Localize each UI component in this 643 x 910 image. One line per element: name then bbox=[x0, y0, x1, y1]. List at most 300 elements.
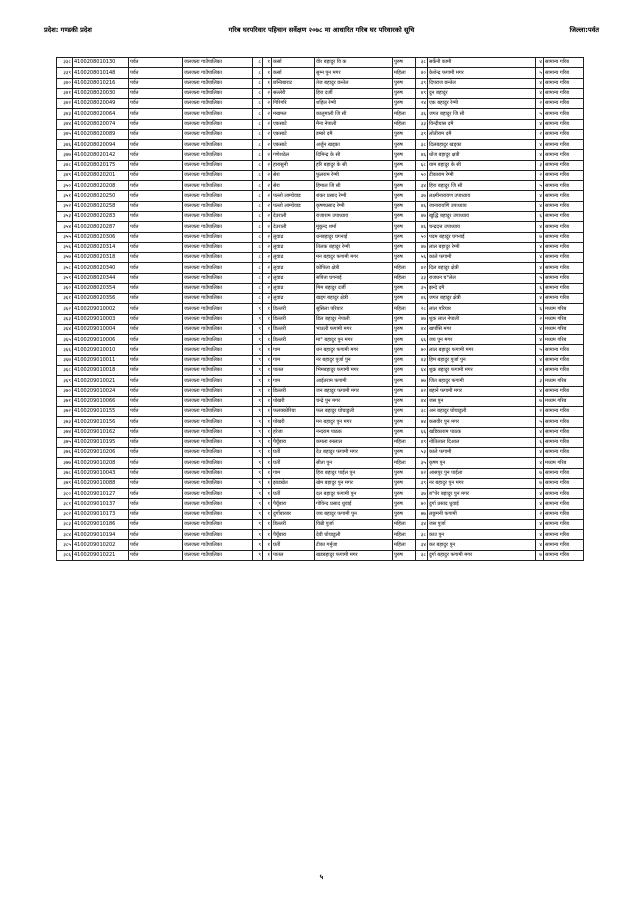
head-name-cell: वीर बहादुर वि क bbox=[315, 58, 393, 68]
member-count-cell: २ bbox=[536, 170, 544, 180]
district-cell: पर्वत bbox=[129, 489, 183, 499]
gender-cell: पुरुष bbox=[393, 150, 416, 160]
head-name-cell: तेज बहादुर छन्तेल bbox=[315, 78, 393, 88]
household-id-cell: 4100208020318 bbox=[73, 253, 129, 263]
ward-cell: ८ bbox=[253, 201, 263, 211]
household-id-cell: 4100209010010 bbox=[73, 345, 129, 355]
ward-cell: ९ bbox=[253, 304, 263, 314]
household-id-cell: 4100209010162 bbox=[73, 427, 129, 437]
municipality-cell: जलजला गाउँपालिका bbox=[183, 263, 253, 273]
serial-number-cell: ३५७ bbox=[57, 253, 73, 263]
municipality-cell: जलजला गाउँपालिका bbox=[183, 160, 253, 170]
municipality-cell: जलजला गाउँपालिका bbox=[183, 68, 253, 78]
head-name-cell: कालुमाली जि सी bbox=[315, 109, 393, 119]
head-name-cell: कमला रुस्लाल bbox=[315, 437, 393, 447]
household-id-cell: 4100209010021 bbox=[73, 376, 129, 386]
tole-cell: घर्ती bbox=[272, 489, 315, 499]
member-count-cell: ४ bbox=[536, 499, 544, 509]
gender-cell: पुरुष bbox=[393, 407, 416, 417]
district-cell: पर्वत bbox=[129, 78, 183, 88]
head-name-cell: मा° बहादुर पुन मगर bbox=[315, 335, 393, 345]
gender-cell: पुरुष bbox=[393, 129, 416, 139]
age-cell: ६६ bbox=[416, 335, 428, 345]
district-cell: पर्वत bbox=[129, 509, 183, 519]
age-cell: ५३ bbox=[416, 448, 428, 458]
ward-cell: ८ bbox=[253, 129, 263, 139]
sub-ward-cell: १ bbox=[263, 345, 272, 355]
municipality-cell: जलजला गाउँपालिका bbox=[183, 304, 253, 314]
respondent-cell: कर बहादुर पुन bbox=[428, 540, 536, 550]
table-row bbox=[57, 294, 584, 304]
age-cell: ६८ bbox=[416, 160, 428, 170]
ward-cell: ८ bbox=[253, 211, 263, 221]
member-count-cell: ६ bbox=[536, 211, 544, 221]
head-name-cell: अर्जुन खड्का bbox=[315, 140, 393, 150]
member-count-cell: ४ bbox=[536, 253, 544, 263]
age-cell: ४६ bbox=[416, 294, 428, 304]
municipality-cell: जलजला गाउँपालिका bbox=[183, 335, 253, 345]
district-cell: पर्वत bbox=[129, 88, 183, 98]
tole-cell: देउराली bbox=[272, 211, 315, 221]
serial-number-cell: ३६० bbox=[57, 283, 73, 293]
age-cell: ४३ bbox=[416, 355, 428, 365]
serial-number-cell: ३६७ bbox=[57, 355, 73, 365]
poverty-category-cell: मध्यम गरिब bbox=[544, 314, 584, 324]
sub-ward-cell: २ bbox=[263, 191, 272, 201]
sub-ward-cell: २ bbox=[263, 253, 272, 263]
head-name-cell: हिरा दर्जी bbox=[315, 88, 393, 98]
poverty-category-cell: सामान्य गरिब bbox=[544, 509, 584, 519]
sub-ward-cell: १ bbox=[263, 448, 272, 458]
head-name-cell: गोविन्द प्रसाद धुवाई bbox=[315, 499, 393, 509]
head-name-cell: कृष्णप्रसाद रेग्मी bbox=[315, 201, 393, 211]
serial-number-cell: ३७० bbox=[57, 386, 73, 396]
district-cell: पर्वत bbox=[129, 68, 183, 78]
district-cell: पर्वत bbox=[129, 345, 183, 355]
table-row bbox=[57, 489, 584, 499]
gender-cell: पुरुष bbox=[393, 417, 416, 427]
sub-ward-cell: २ bbox=[263, 140, 272, 150]
member-count-cell: २ bbox=[536, 407, 544, 417]
household-id-cell: 4100208010216 bbox=[73, 78, 129, 88]
district-cell: पर्वत bbox=[129, 427, 183, 437]
table-row bbox=[57, 232, 584, 242]
tole-cell: सल्लेरी bbox=[272, 88, 315, 98]
gender-cell: पुरुष bbox=[393, 386, 416, 396]
table-row bbox=[57, 109, 584, 119]
age-cell: ३५ bbox=[416, 458, 428, 468]
age-cell: ३९ bbox=[416, 78, 428, 88]
poverty-category-cell: सामान्य गरिब bbox=[544, 150, 584, 160]
table-row bbox=[57, 170, 584, 180]
tole-cell: गाम bbox=[272, 355, 315, 365]
gender-cell: महिला bbox=[393, 530, 416, 540]
serial-number-cell: ३५४ bbox=[57, 222, 73, 232]
tole-cell: डिल्लरी bbox=[272, 324, 315, 334]
district-cell: पर्वत bbox=[129, 335, 183, 345]
gender-cell: महिला bbox=[393, 458, 416, 468]
age-cell: ३३ bbox=[416, 119, 428, 129]
head-name-cell: शहिल रेग्मी bbox=[315, 99, 393, 109]
ward-cell: ८ bbox=[253, 242, 263, 252]
respondent-cell: जित बहादुर फगामी bbox=[428, 376, 536, 386]
serial-number-cell: ३५५ bbox=[57, 232, 73, 242]
document-title: गरिब घरपरिवार पहिचान सर्वेक्षण २०७८ मा आधारित गरिब घर परिवारको सूचि bbox=[228, 26, 415, 34]
district-cell: पर्वत bbox=[129, 109, 183, 119]
ward-cell: ९ bbox=[253, 427, 263, 437]
respondent-cell: काले फगामी bbox=[428, 448, 536, 458]
head-name-cell: कोपिला क्षेत्री bbox=[315, 263, 393, 273]
serial-number-cell: ३६२ bbox=[57, 304, 73, 314]
member-count-cell: २ bbox=[536, 314, 544, 324]
tole-cell: घर्ती bbox=[272, 458, 315, 468]
poverty-category-cell: सामान्य गरिब bbox=[544, 273, 584, 283]
respondent-cell: जय पुन मगर bbox=[428, 335, 536, 345]
member-count-cell: ३ bbox=[536, 160, 544, 170]
table-row bbox=[57, 417, 584, 427]
table-row bbox=[57, 211, 584, 221]
sub-ward-cell: १ bbox=[263, 519, 272, 529]
poverty-category-cell: सामान्य गरिब bbox=[544, 201, 584, 211]
household-id-cell: 4100208010130 bbox=[73, 58, 129, 68]
age-cell: ७० bbox=[416, 345, 428, 355]
district-cell: पर्वत bbox=[129, 437, 183, 447]
head-name-cell: मिम बहादुर दर्जी bbox=[315, 283, 393, 293]
serial-number-cell: ३५० bbox=[57, 181, 73, 191]
respondent-cell: जानारायणि उपाध्याय bbox=[428, 201, 536, 211]
district-cell: पर्वत bbox=[129, 519, 183, 529]
sub-ward-cell: १ bbox=[263, 314, 272, 324]
age-cell: ५६ bbox=[416, 253, 428, 263]
tole-cell: पैयूँबारा bbox=[272, 499, 315, 509]
head-name-cell: धनबहादुर घगनाई bbox=[315, 232, 393, 242]
gender-cell: पुरुष bbox=[393, 160, 416, 170]
age-cell: ७७ bbox=[416, 509, 428, 519]
respondent-cell: शुक्र बहादुर फगामी मगर bbox=[428, 365, 536, 375]
gender-cell: पुरुष bbox=[393, 396, 416, 406]
head-name-cell: आईतराम फगामी bbox=[315, 376, 393, 386]
municipality-cell: जलजला गाउँपालिका bbox=[183, 273, 253, 283]
respondent-cell: लाल बहादुर रेग्मी bbox=[428, 242, 536, 252]
poverty-category-cell: सामान्य गरिब bbox=[544, 129, 584, 139]
ward-cell: ९ bbox=[253, 458, 263, 468]
table-row bbox=[57, 99, 584, 109]
municipality-cell: जलजला गाउँपालिका bbox=[183, 376, 253, 386]
sub-ward-cell: १ bbox=[263, 386, 272, 396]
table-row bbox=[57, 283, 584, 293]
member-count-cell: ४ bbox=[536, 365, 544, 375]
age-cell: ४७ bbox=[416, 242, 428, 252]
municipality-cell: जलजला गाउँपालिका bbox=[183, 109, 253, 119]
respondent-cell: जगत बहादुर जि सी bbox=[428, 109, 536, 119]
respondent-cell: लाल परियार bbox=[428, 304, 536, 314]
age-cell: ४९ bbox=[416, 437, 428, 447]
respondent-cell: चन्द्रदत्त उपाध्याय bbox=[428, 222, 536, 232]
serial-number-cell: ३५६ bbox=[57, 242, 73, 252]
age-cell: ३९ bbox=[416, 478, 428, 488]
household-id-cell: 4100208020142 bbox=[73, 150, 129, 160]
respondent-cell: जस पुर्जा bbox=[428, 519, 536, 529]
household-id-cell: 4100208020287 bbox=[73, 222, 129, 232]
poverty-category-cell: सामान्य गरिब bbox=[544, 140, 584, 150]
respondent-cell: लोतीराम दमै bbox=[428, 129, 536, 139]
municipality-cell: जलजला गाउँपालिका bbox=[183, 499, 253, 509]
tole-cell: हारासुनी bbox=[272, 160, 315, 170]
household-id-cell: 4100209010003 bbox=[73, 314, 129, 324]
member-count-cell: ४ bbox=[536, 530, 544, 540]
age-cell: ४० bbox=[416, 68, 428, 78]
head-name-cell: फुलराम रेग्मी bbox=[315, 170, 393, 180]
household-id-cell: 4100208020250 bbox=[73, 191, 129, 201]
respondent-cell: झन्दे दमै bbox=[428, 283, 536, 293]
head-name-cell: टीका गर्मुजा bbox=[315, 540, 393, 550]
member-count-cell: ६ bbox=[536, 304, 544, 314]
age-cell: ४९ bbox=[416, 88, 428, 98]
head-name-cell: सुसिला परियार bbox=[315, 304, 393, 314]
poverty-category-cell: सामान्य गरिब bbox=[544, 355, 584, 365]
member-count-cell: ४ bbox=[536, 222, 544, 232]
tole-cell: कर्सा bbox=[272, 58, 315, 68]
poverty-category-cell: सामान्य गरिब bbox=[544, 468, 584, 478]
serial-number-cell: ३७३ bbox=[57, 417, 73, 427]
tole-cell: डिल्लरी bbox=[272, 519, 315, 529]
age-cell: ३८ bbox=[416, 58, 428, 68]
gender-cell: महिला bbox=[393, 68, 416, 78]
head-name-cell: नर बहादुर पुर्जा पुन bbox=[315, 355, 393, 365]
municipality-cell: जलजला गाउँपालिका bbox=[183, 468, 253, 478]
ward-cell: ९ bbox=[253, 550, 263, 560]
sub-ward-cell: १ bbox=[263, 78, 272, 88]
household-id-cell: 4100209010043 bbox=[73, 468, 129, 478]
respondent-cell: नोतिलाल दिआल bbox=[428, 437, 536, 447]
ward-cell: ८ bbox=[253, 58, 263, 68]
tole-cell: पातल bbox=[272, 550, 315, 560]
district-cell: पर्वत bbox=[129, 263, 183, 273]
serial-number-cell: ३३९ bbox=[57, 68, 73, 78]
ward-cell: ८ bbox=[253, 170, 263, 180]
household-id-cell: 4100208020340 bbox=[73, 263, 129, 273]
age-cell: ४६ bbox=[416, 150, 428, 160]
gender-cell: पुरुष bbox=[393, 201, 416, 211]
member-count-cell: २ bbox=[536, 509, 544, 519]
household-id-cell: 4100209010127 bbox=[73, 489, 129, 499]
ward-cell: ८ bbox=[253, 253, 263, 263]
head-name-cell: खड्ग बहादुर क्षेत्री bbox=[315, 294, 393, 304]
gender-cell: महिला bbox=[393, 263, 416, 273]
district-cell: पर्वत bbox=[129, 253, 183, 263]
ward-cell: ९ bbox=[253, 478, 263, 488]
household-id-cell: 4100209010186 bbox=[73, 519, 129, 529]
municipality-cell: जलजला गाउँपालिका bbox=[183, 99, 253, 109]
sub-ward-cell: २ bbox=[263, 294, 272, 304]
sub-ward-cell: १ bbox=[263, 417, 272, 427]
gender-cell: पुरुष bbox=[393, 499, 416, 509]
ward-cell: ९ bbox=[253, 314, 263, 324]
poverty-category-cell: सामान्य गरिब bbox=[544, 386, 584, 396]
member-count-cell: ४ bbox=[536, 242, 544, 252]
municipality-cell: जलजला गाउँपालिका bbox=[183, 324, 253, 334]
household-id-cell: 4100208020344 bbox=[73, 273, 129, 283]
respondent-cell: काले फगामी bbox=[428, 253, 536, 263]
poverty-category-cell: सामान्य गरिब bbox=[544, 181, 584, 191]
age-cell: ३६ bbox=[416, 109, 428, 119]
head-name-cell: भाउली फगामी मगर bbox=[315, 324, 393, 334]
district-cell: पर्वत bbox=[129, 304, 183, 314]
household-id-cell: 4100209010155 bbox=[73, 407, 129, 417]
table-row bbox=[57, 181, 584, 191]
sub-ward-cell: १ bbox=[263, 58, 272, 68]
district-cell: पर्वत bbox=[129, 99, 183, 109]
district-cell: पर्वत bbox=[129, 170, 183, 180]
respondent-cell: कसवीर पुन मगर bbox=[428, 417, 536, 427]
respondent-cell: आसपुर पुन पाईला bbox=[428, 468, 536, 478]
tole-cell: पोखरी bbox=[272, 417, 315, 427]
tole-cell: लुवाढ bbox=[272, 273, 315, 283]
household-id-cell: 4100209010208 bbox=[73, 458, 129, 468]
age-cell: ३५ bbox=[416, 283, 428, 293]
head-name-cell: डिल बहादुर नेपाली bbox=[315, 314, 393, 324]
tole-cell: डिल्लरी bbox=[272, 335, 315, 345]
respondent-cell: विन्दीयास दमै bbox=[428, 119, 536, 129]
table-row bbox=[57, 253, 584, 263]
ward-cell: ९ bbox=[253, 489, 263, 499]
table-row bbox=[57, 129, 584, 139]
head-name-cell: राजाराम उपाध्याय bbox=[315, 211, 393, 221]
sub-ward-cell: २ bbox=[263, 201, 272, 211]
household-id-cell: 4100208020030 bbox=[73, 88, 129, 98]
sub-ward-cell: १ bbox=[263, 407, 272, 417]
table-row bbox=[57, 386, 584, 396]
household-id-cell: 4100208020208 bbox=[73, 181, 129, 191]
gender-cell: पुरुष bbox=[393, 253, 416, 263]
gender-cell: पुरुष bbox=[393, 365, 416, 375]
municipality-cell: जलजला गाउँपालिका bbox=[183, 489, 253, 499]
tole-cell: लुवाढ bbox=[272, 242, 315, 252]
poverty-category-cell: सामान्य गरिब bbox=[544, 191, 584, 201]
municipality-cell: जलजला गाउँपालिका bbox=[183, 437, 253, 447]
table-row bbox=[57, 304, 584, 314]
district-cell: पर्वत bbox=[129, 129, 183, 139]
age-cell: ४४ bbox=[416, 396, 428, 406]
sub-ward-cell: २ bbox=[263, 283, 272, 293]
sub-ward-cell: १ bbox=[263, 365, 272, 375]
household-id-cell: 4100209010066 bbox=[73, 396, 129, 406]
respondent-cell: बहाने फगामी मगर bbox=[428, 386, 536, 396]
tole-cell: फलक्कोरिया bbox=[272, 407, 315, 417]
sub-ward-cell: २ bbox=[263, 150, 272, 160]
member-count-cell: ४ bbox=[536, 88, 544, 98]
table-row bbox=[57, 427, 584, 437]
gender-cell: पुरुष bbox=[393, 478, 416, 488]
municipality-cell: जलजला गाउँपालिका bbox=[183, 509, 253, 519]
age-cell: ३७ bbox=[416, 191, 428, 201]
respondent-cell: ब°पेर बहादुर पुन मगर bbox=[428, 489, 536, 499]
gender-cell: पुरुष bbox=[393, 345, 416, 355]
table-row bbox=[57, 324, 584, 334]
poverty-category-cell: सामान्य गरिब bbox=[544, 88, 584, 98]
poverty-category-cell: सामान्य गरिब bbox=[544, 530, 584, 540]
tole-cell: कर्सा bbox=[272, 68, 315, 78]
table-row bbox=[57, 242, 584, 252]
respondent-cell: दिपराज छन्तेल bbox=[428, 78, 536, 88]
poverty-category-cell: सामान्य गरिब bbox=[544, 283, 584, 293]
head-name-cell: देउ बहादुर फगामी मगर bbox=[315, 448, 393, 458]
sub-ward-cell: १ bbox=[263, 550, 272, 560]
table-row bbox=[57, 345, 584, 355]
ward-cell: ८ bbox=[253, 181, 263, 191]
tole-cell: गाम bbox=[272, 376, 315, 386]
member-count-cell: ७ bbox=[536, 478, 544, 488]
municipality-cell: जलजला गाउँपालिका bbox=[183, 458, 253, 468]
municipality-cell: जलजला गाउँपालिका bbox=[183, 550, 253, 560]
household-id-cell: 4100209010024 bbox=[73, 386, 129, 396]
municipality-cell: जलजला गाउँपालिका bbox=[183, 355, 253, 365]
poverty-category-cell: सामान्य गरिब bbox=[544, 478, 584, 488]
sub-ward-cell: २ bbox=[263, 211, 272, 221]
age-cell: ४२ bbox=[416, 263, 428, 273]
sub-ward-cell: २ bbox=[263, 109, 272, 119]
tole-cell: डिल्लरी bbox=[272, 314, 315, 324]
district-cell: पर्वत bbox=[129, 119, 183, 129]
gender-cell: महिला bbox=[393, 437, 416, 447]
municipality-cell: जलजला गाउँपालिका bbox=[183, 314, 253, 324]
table-row bbox=[57, 78, 584, 88]
respondent-cell: एक बहादुर रेग्मी bbox=[428, 99, 536, 109]
age-cell: ४६ bbox=[416, 201, 428, 211]
member-count-cell: ६ bbox=[536, 437, 544, 447]
member-count-cell: ३ bbox=[536, 376, 544, 386]
ward-cell: ९ bbox=[253, 345, 263, 355]
table-row bbox=[57, 407, 584, 417]
member-count-cell: ७ bbox=[536, 232, 544, 242]
household-id-cell: 4100208020094 bbox=[73, 140, 129, 150]
district-label: जिल्ला:पर्वत bbox=[569, 26, 599, 34]
household-table bbox=[56, 57, 584, 561]
tole-cell: मखमल bbox=[272, 109, 315, 119]
gender-cell: पुरुष bbox=[393, 448, 416, 458]
poverty-category-cell: सामान्य गरिब bbox=[544, 78, 584, 88]
municipality-cell: जलजला गाउँपालिका bbox=[183, 222, 253, 232]
table-row bbox=[57, 376, 584, 386]
table-row bbox=[57, 314, 584, 324]
tole-cell: हरेजा bbox=[272, 427, 315, 437]
poverty-category-cell: सामान्य गरिब bbox=[544, 540, 584, 550]
table-row bbox=[57, 191, 584, 201]
gender-cell: पुरुष bbox=[393, 314, 416, 324]
member-count-cell: ७ bbox=[536, 396, 544, 406]
member-count-cell: ४ bbox=[536, 540, 544, 550]
gender-cell: पुरुष bbox=[393, 232, 416, 242]
head-name-cell: भिमबहादुर फगामी मगर bbox=[315, 365, 393, 375]
municipality-cell: जलजला गाउँपालिका bbox=[183, 294, 253, 304]
table-row bbox=[57, 150, 584, 160]
ward-cell: ९ bbox=[253, 376, 263, 386]
poverty-category-cell: सामान्य गरिब bbox=[544, 222, 584, 232]
district-cell: पर्वत bbox=[129, 273, 183, 283]
household-id-cell: 4100208020074 bbox=[73, 119, 129, 129]
household-id-cell: 4100208010148 bbox=[73, 68, 129, 78]
gender-cell: पुरुष bbox=[393, 355, 416, 365]
municipality-cell: जलजला गाउँपालिका bbox=[183, 78, 253, 88]
poverty-category-cell: सामान्य गरिब bbox=[544, 211, 584, 221]
municipality-cell: जलजला गाउँपालिका bbox=[183, 396, 253, 406]
district-cell: पर्वत bbox=[129, 324, 183, 334]
municipality-cell: जलजला गाउँपालिका bbox=[183, 407, 253, 417]
table-row bbox=[57, 550, 584, 560]
respondent-cell: याम बहादुर के सी bbox=[428, 160, 536, 170]
respondent-cell: लछुमनी फगामी bbox=[428, 509, 536, 519]
tole-cell: सेरा bbox=[272, 170, 315, 180]
